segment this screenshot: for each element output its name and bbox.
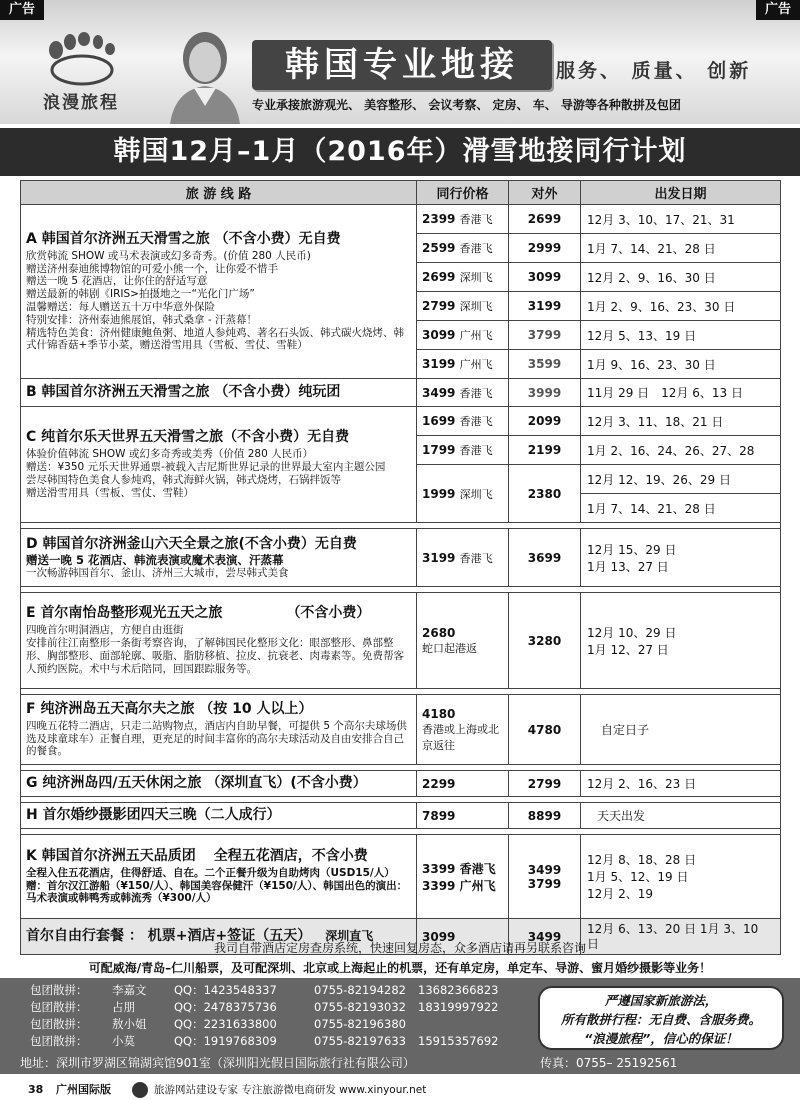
footer-ad-text: 旅游网站建设专家 专注旅游微电商研发 www.xinyour.net	[154, 1084, 427, 1096]
retail-price: 3099	[509, 263, 581, 292]
route-h-title: H 首尔婚纱摄影团四天三晚（二人成行）	[26, 806, 281, 823]
page-number: 38	[28, 1083, 44, 1096]
table-row	[21, 771, 781, 797]
route-detail: 一次畅游韩国首尔、釜山、济州三大城市，尝尽韩式美食	[26, 566, 289, 579]
page-headline: 韩国12月–1月（2016年）滑雪地接同行计划	[0, 128, 800, 176]
departure-dates: 1月 9、16、23、30 日	[581, 350, 781, 379]
route-b-title: B 韩国首尔济洲五天滑雪之旅 （不含小费）纯玩团	[26, 383, 341, 400]
notice-line: 可配威海/青岛–仁川船票，及可配深圳、北京或上海起止的机票，还有单定房，单定车、导游、蜜月婚纱摄影等业务！	[88, 961, 712, 975]
retail-price: 3499	[509, 919, 581, 955]
route-detail: 特别安排：济州泰迪熊展馆，韩式桑拿 - 汗蒸幕！	[26, 313, 257, 326]
departure-dates: 12月 2、16、23 日	[581, 771, 781, 797]
peer-price: 2299	[417, 771, 509, 797]
logo	[26, 30, 136, 114]
fax: 传真：0755– 25192561	[540, 1056, 678, 1070]
table-row	[21, 835, 781, 919]
ad-label-right: 广告	[756, 0, 800, 20]
ad-label-left: 广告	[0, 0, 44, 20]
table-row	[21, 529, 781, 587]
date-line: 12月 10、29 日	[587, 625, 677, 640]
route-g-description	[21, 771, 417, 797]
paper-name: 广州国际版	[56, 1083, 111, 1096]
peer-price: 3099 广州飞	[417, 321, 509, 350]
header-route: 旅 游 线 路	[21, 181, 417, 205]
departure-dates: 12月 2、9、16、30 日	[581, 263, 781, 292]
route-detail: 赠送一晚 5 花酒店、韩流表演或魔术表演、汗蒸幕	[26, 552, 284, 567]
peer-price: 3399 香港飞 3399 广州飞	[417, 835, 509, 919]
departure-dates	[581, 835, 781, 919]
peer-price: 1999 深圳飞	[417, 465, 509, 523]
notice-line: 我司自带酒店定房查房系统，快速回复房态，众多酒店请再另联系咨询	[213, 941, 586, 955]
peer-price: 3499 香港飞	[417, 379, 509, 407]
contact-row: 包团散拼： 敖小姐 QQ：2231633800 0755-82196380	[30, 1017, 406, 1031]
retail-price: 2199	[509, 436, 581, 465]
route-c-description	[21, 407, 417, 523]
peer-price: 3199 广州飞	[417, 350, 509, 379]
retail-price: 2380	[509, 465, 581, 523]
table-row	[21, 379, 781, 407]
table-header-row	[21, 181, 781, 205]
banner-title: 韩国专业地接	[252, 40, 552, 90]
promise-badge: 严遵国家新旅游法， 所有散拼行程：无自费、含服务费。 “浪漫旅程”，信心的保证！	[538, 986, 784, 1050]
route-e-description	[21, 593, 417, 689]
retail-price: 3499 3799	[509, 835, 581, 919]
peer-price: 7899	[417, 803, 509, 829]
banner-slogan: 服务、 质量、 创新	[556, 60, 752, 82]
departure-dates: 12月 6、13、20 日 1月 3、10 日	[581, 919, 781, 955]
banner-subtitle: 专业承接旅游观光、 美容整形、 会议考察、 定房、 车、 导游等各种散拼及包团	[252, 98, 681, 112]
departure-dates: 1月 2、9、16、23、30 日	[581, 292, 781, 321]
retail-price: 8899	[509, 803, 581, 829]
departure-dates	[581, 593, 781, 689]
header-retail: 对外	[509, 181, 581, 205]
peer-price: 2699 深圳飞	[417, 263, 509, 292]
address: 地址：深圳市罗湖区锦湖宾馆901室（深圳阳光假日国际旅行社有限公司）	[20, 1056, 415, 1070]
peer-price: 2680 蛇口起港返	[417, 593, 509, 689]
departure-dates: 天天出发	[581, 803, 781, 829]
route-k-title: K 韩国首尔济洲五天品质团 全程五花酒店，不含小费	[26, 847, 368, 864]
route-c-title: C 纯首尔乐天世界五天滑雪之旅（不含小费）无自费	[26, 429, 350, 446]
contact-row: 包团散拼： 占朋 QQ：2478375736 0755-82193032 18319997922	[30, 1000, 499, 1014]
route-f-description	[21, 695, 417, 765]
route-detail: 赠：首尔汉江游船（¥150/人）、韩国美容保健汗（¥150/人）、韩国出色的演出：马术表演或韩鸭秀或韩流秀（¥300/人）	[26, 879, 408, 905]
table-row	[21, 593, 781, 689]
route-k-description	[21, 835, 417, 919]
departure-dates: 1月 7、14、21、28 日	[581, 494, 781, 523]
date-line: 1月 5、12、19 日	[587, 870, 689, 884]
date-line: 12月 8、18、28 日	[587, 853, 697, 867]
footprint-logo-icon	[42, 32, 122, 86]
date-line: 12月 2、19	[587, 887, 653, 901]
tour-table	[20, 180, 781, 955]
retail-price: 3280	[509, 593, 581, 689]
retail-price: 2799	[509, 771, 581, 797]
retail-price: 2099	[509, 407, 581, 436]
peer-price: 1799 香港飞	[417, 436, 509, 465]
route-detail: 温馨赠送：每人赠送五十万中华意外保险	[26, 301, 215, 314]
route-detail: 四晚五花特二酒店，只走二站购物点，酒店内自助早餐，可提供 5 个高尔夫球场供选及球童球车）正餐自理，更充足的时间丰富你的高尔夫球活动及自由安排合自己的餐食。	[26, 719, 407, 758]
route-f-title: F 纯济洲岛五天高尔夫之旅 （按 10 人以上）	[26, 700, 313, 717]
route-b-description	[21, 379, 417, 407]
route-e-title: E 首尔南怡岛整形观光五天之旅 （不含小费）	[26, 605, 371, 622]
table-row	[21, 407, 781, 436]
hostess-photo	[160, 28, 250, 124]
route-detail: 安排前往江南整形一条街考察咨询，了解韩国民化整形文化：眼部整形、鼻部整形、胸部整形、面部轮廓、吸脂、脂肪移植、拉皮、抗衰老、肉毒素等。免费帮客人预约医院。术中与术后陪同，回国跟踪服务等。	[26, 637, 404, 675]
route-a-title: A 韩国首尔济洲五天滑雪之旅 （不含小费）无自费	[26, 230, 341, 247]
peer-price: 3199 香港飞	[417, 529, 509, 587]
departure-dates: 12月 3、11、18、21 日	[581, 407, 781, 436]
route-detail: 四晚首尔明洞酒店，方便自由逛街	[26, 624, 184, 637]
route-detail: 赠送济州泰迪熊博物馆的可爱小熊一个，让你爱不惜手	[26, 262, 278, 275]
header-price: 同行价格	[417, 181, 509, 205]
retail-price: 3999	[509, 379, 581, 407]
route-g-title: G 纯济洲岛四/五天休闲之旅 （深圳直飞）(不含小费）	[26, 774, 367, 791]
departure-dates: 11月 29 日 12月 6、13 日	[581, 379, 781, 407]
page-footer	[0, 1080, 800, 1100]
departure-dates	[581, 529, 781, 587]
table-row	[21, 695, 781, 765]
table-row	[21, 205, 781, 234]
retail-price: 3199	[509, 292, 581, 321]
route-detail: 欣赏韩流 SHOW 或马术表演或幻多奇秀。(价值 280 人民币)	[26, 249, 311, 262]
peer-price: 3099	[417, 919, 509, 955]
retail-price: 4780	[509, 695, 581, 765]
peer-price: 2799 深圳飞	[417, 292, 509, 321]
route-detail: 精选特色美食：济州健康鲍鱼粥、地道人参炖鸡、著名石头饭、韩式碳火烧烤、韩式什锦香菇+季节小菜，赠送滑雪用具（雪板、雪仗、雪鞋）	[26, 326, 404, 352]
date-line: 1月 13、27 日	[587, 559, 669, 574]
advertiser-logo-icon	[132, 1082, 148, 1098]
retail-price: 2999	[509, 234, 581, 263]
departure-dates: 1月 2、16、24、26、27、28	[581, 436, 781, 465]
retail-price: 3699	[509, 529, 581, 587]
contact-row: 包团散拼： 李嘉文 QQ：1423548337 0755-82194282 13682366823	[30, 983, 499, 997]
peer-price: 2599 香港飞	[417, 234, 509, 263]
peer-price: 1699 香港飞	[417, 407, 509, 436]
departure-dates: 12月 5、13、19 日	[581, 321, 781, 350]
retail-price: 3799	[509, 321, 581, 350]
route-detail: 赠送一晚 5 花酒店，让你住的舒适写意	[26, 275, 208, 288]
route-detail: 尝尽韩国特色美食人参炖鸡，韩式海鲜火锅，韩式烧烤，石锅拌饭等	[26, 474, 341, 487]
route-a-description	[21, 205, 417, 379]
free-package-title: 首尔自由行套餐 ： 机票+酒店+签证（五天） 深圳直飞	[26, 927, 374, 944]
route-detail: 全程入住五花酒店，住得舒适、自在。二个正餐升级为自助烤肉（USD15/人）	[26, 866, 395, 879]
logo-text: 浪漫旅程	[43, 93, 119, 113]
retail-price: 3599	[509, 350, 581, 379]
departure-dates: 1月 7、14、21、28 日	[581, 234, 781, 263]
route-detail: 赠送最新的韩剧《IRIS>拍摄地之一“光化门广场”	[26, 288, 255, 301]
route-detail: 赠送：¥350 元乐天世界通票-被载入吉尼斯世界记录的世界最大室内主题公园	[26, 461, 386, 474]
retail-price: 2699	[509, 205, 581, 234]
contact-panel	[0, 978, 800, 1074]
date-line: 12月 15、29 日	[587, 542, 677, 557]
departure-dates: 自定日子	[581, 695, 781, 765]
route-h-description	[21, 803, 417, 829]
contact-row: 包团散拼： 小莫 QQ：1919768309 0755-82197633 15915357692	[30, 1034, 499, 1048]
date-line: 1月 12、27 日	[587, 642, 669, 657]
header-dates: 出发日期	[581, 181, 781, 205]
departure-dates: 12月 12、19、26、29 日	[581, 465, 781, 494]
notice	[20, 938, 780, 978]
route-detail: 体验价值韩流 SHOW 或幻多奇秀或美秀（价值 280 人民币）	[26, 448, 314, 461]
banner	[0, 0, 800, 124]
route-d-title: D 韩国首尔济洲釜山六天全景之旅(不含小费）无自费	[26, 535, 357, 552]
peer-price: 2399 香港飞	[417, 205, 509, 234]
peer-price: 4180 香港或上海或北京返往	[417, 695, 509, 765]
table-row	[21, 803, 781, 829]
route-detail: 赠送滑雪用具（雪板、雪仗、雪鞋）	[26, 486, 194, 499]
departure-dates: 12月 3、10、17、21、31	[581, 205, 781, 234]
route-d-description	[21, 529, 417, 587]
